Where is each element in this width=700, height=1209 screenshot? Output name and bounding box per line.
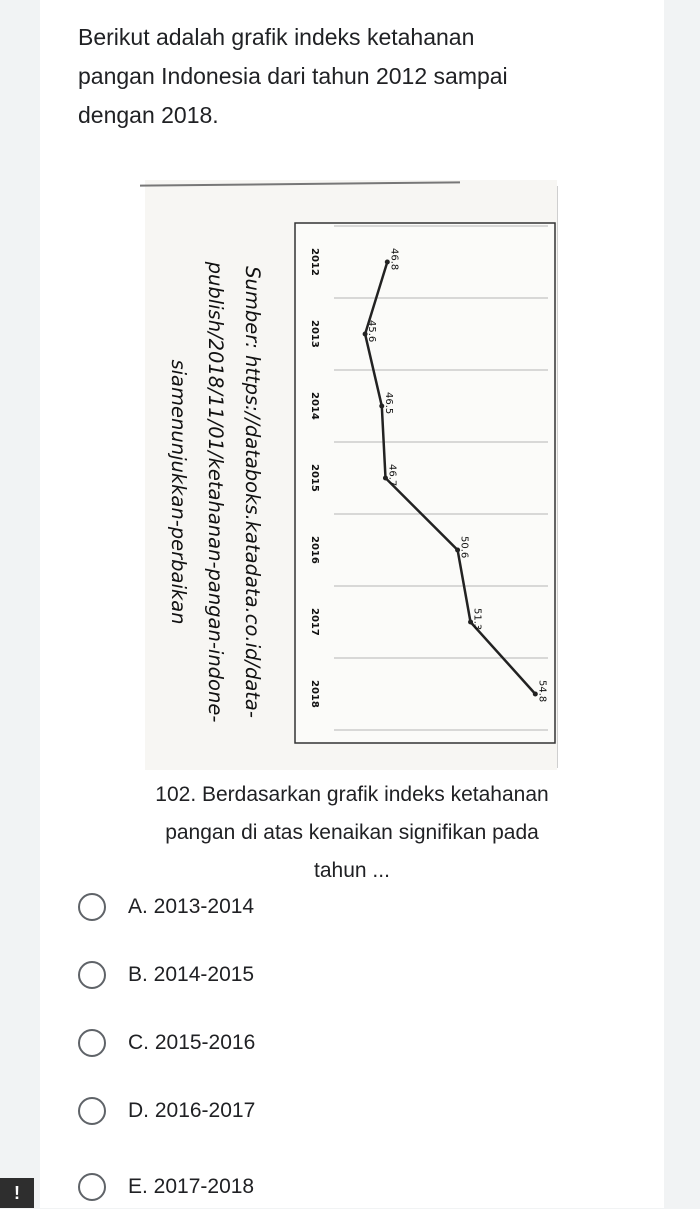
source-line-1: Sumber: https://databoks.katadata.co.id/data- xyxy=(241,266,264,718)
radio-circle-icon[interactable] xyxy=(78,961,106,989)
source-line-2: publish/2018/11/01/ketahanan-pangan-indone- xyxy=(204,261,227,723)
chart-border xyxy=(295,223,555,743)
option-label: A. 2013-2014 xyxy=(128,895,255,918)
x-tick-label: 2017 xyxy=(309,608,320,636)
option-label: D. 2016-2017 xyxy=(128,1099,256,1122)
data-label: 46.7 xyxy=(386,464,398,487)
x-tick-label: 2016 xyxy=(309,536,320,564)
data-label: 46.8 xyxy=(388,248,400,271)
radio-circle-icon[interactable] xyxy=(78,1173,106,1201)
x-tick-label: 2012 xyxy=(309,248,320,276)
option-b[interactable] xyxy=(78,953,378,997)
x-tick-label: 2013 xyxy=(309,320,320,348)
option-label: B. 2014-2015 xyxy=(128,963,255,986)
radio-circle-icon[interactable] xyxy=(78,1029,106,1057)
option-e[interactable] xyxy=(78,1165,378,1209)
data-label: 46.5 xyxy=(382,392,394,415)
line-chart xyxy=(294,222,556,744)
option-d[interactable] xyxy=(78,1089,378,1133)
data-label: 50.6 xyxy=(458,536,470,559)
source-block xyxy=(151,222,271,762)
option-label: C. 2015-2016 xyxy=(128,1031,256,1054)
data-label: 51.3 xyxy=(471,608,483,631)
option-label: E. 2017-2018 xyxy=(128,1175,255,1198)
source-line-3: siamenunjukkan-perbaikan xyxy=(167,359,190,625)
question-text: 102. Berdasarkan grafik indeks ketahanan pangan di atas kenaikan signifikan pada tahun ... xyxy=(155,783,549,882)
x-tick-label: 2014 xyxy=(309,392,320,420)
x-tick-label: 2015 xyxy=(309,464,320,492)
radio-circle-icon[interactable] xyxy=(78,1097,106,1125)
data-label: 54.8 xyxy=(536,680,548,703)
option-c[interactable] xyxy=(78,1021,378,1065)
photo-edge-right xyxy=(557,186,558,768)
intro-text: Berikut adalah grafik indeks ketahanan pangan Indonesia dari tahun 2012 sampai dengan 2018. xyxy=(78,24,508,128)
chart-frame xyxy=(294,222,556,744)
option-a[interactable] xyxy=(78,885,378,929)
alert-icon[interactable]: ! xyxy=(0,1178,34,1208)
radio-circle-icon[interactable] xyxy=(78,893,106,921)
x-tick-label: 2018 xyxy=(309,680,320,708)
data-label: 45.6 xyxy=(366,320,378,343)
